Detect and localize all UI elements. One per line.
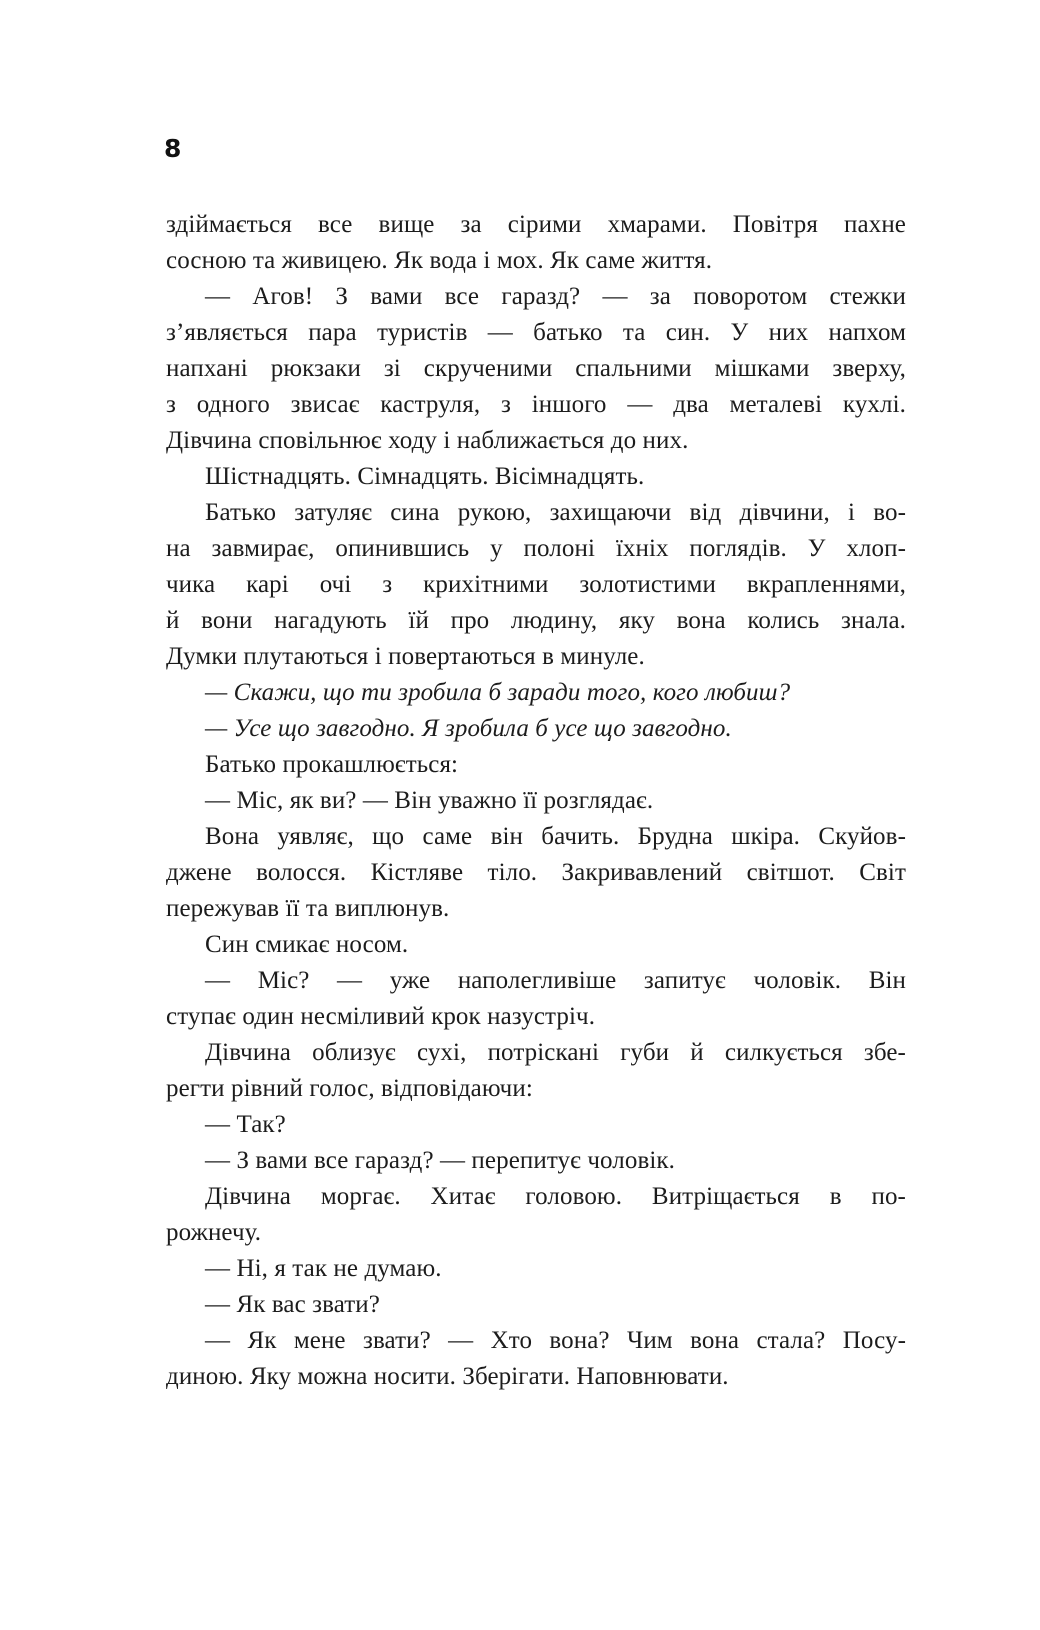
text-line: — Скажи, що ти зробила б заради того, кого любиш?: [205, 679, 791, 706]
text-line: ступає один несміливий крок назустріч.: [166, 1003, 596, 1030]
text-line: — Усе що завгодно. Я зробила б усе що завгодно.: [205, 715, 732, 742]
text-line: здіймається все вище за сірими хмарами. Повітря пахне: [166, 211, 906, 238]
text-line: — Ні, я так не думаю.: [205, 1255, 442, 1282]
paragraph: [166, 1107, 906, 1143]
text-line: Батько затуляє сина рукою, захищаючи від дівчини, і во-: [205, 499, 906, 526]
text-line: джене волосся. Кістляве тіло. Закривавлений світшот. Світ: [166, 859, 906, 886]
text-line: Дівчина моргає. Хитає головою. Витріщається в по-: [205, 1183, 906, 1210]
paragraph: [166, 459, 906, 495]
paragraph: [166, 819, 906, 927]
text-line: з одного звисає каструля, з іншого — два металеві кухлі.: [166, 391, 906, 418]
paragraph: [166, 1035, 906, 1107]
paragraph: [166, 1143, 906, 1179]
paragraph: [166, 747, 906, 783]
text-line: Дівчина облизує сухі, потріскані губи й силкується збе-: [205, 1039, 906, 1066]
paragraph: [166, 963, 906, 1035]
text-line: пережував її та виплюнув.: [166, 895, 450, 922]
text-line: диною. Яку можна носити. Зберігати. Наповнювати.: [166, 1363, 729, 1390]
paragraph: [166, 675, 906, 711]
paragraph: [166, 927, 906, 963]
text-line: Шістнадцять. Сімнадцять. Вісімнадцять.: [205, 463, 645, 490]
text-line: Дівчина сповільнює ходу і наближається до них.: [166, 427, 689, 454]
text-line: — Як вас звати?: [205, 1291, 380, 1318]
paragraph: [166, 495, 906, 675]
text-line: напхані рюкзаки зі скрученими спальними мішками зверху,: [166, 355, 906, 382]
text-line: Син смикає носом.: [205, 931, 409, 958]
text-line: — Як мене звати? — Хто вона? Чим вона стала? Посу-: [205, 1327, 906, 1354]
page-number: 8: [164, 134, 182, 163]
text-line: — Міс, як ви? — Він уважно її розглядає.: [205, 787, 654, 814]
text-line: чика карі очі з крихітними золотистими вкрапленнями,: [166, 571, 906, 598]
text-line: й вони нагадують їй про людину, яку вона колись знала.: [166, 607, 906, 634]
text-line: Думки плутаються і повертаються в минуле.: [166, 643, 645, 670]
text-line: — З вами все гаразд? — перепитує чоловік.: [205, 1147, 676, 1174]
paragraph: [166, 1179, 906, 1251]
text-line: рожнечу.: [166, 1219, 262, 1246]
text-line: — Так?: [205, 1111, 286, 1138]
text-line: — Міс? — уже наполегливіше запитує чоловік. Він: [205, 967, 906, 994]
text-line: сосною та живицею. Як вода і мох. Як саме життя.: [166, 247, 713, 274]
text-line: регти рівний голос, відповідаючи:: [166, 1075, 533, 1102]
text-line: Батько прокашлюється:: [205, 751, 459, 778]
paragraph: [166, 279, 906, 459]
paragraph: [166, 711, 906, 747]
paragraph: [166, 207, 906, 279]
text-line: Вона уявляє, що саме він бачить. Брудна шкіра. Скуйов-: [205, 823, 906, 850]
paragraph: [166, 1251, 906, 1287]
paragraph: [166, 1323, 906, 1395]
text-line: — Агов! З вами все гаразд? — за поворотом стежки: [205, 283, 906, 310]
page-text: [166, 207, 906, 1395]
paragraph: [166, 783, 906, 819]
text-line: на завмирає, опинившись у полоні їхніх поглядів. У хлоп-: [166, 535, 906, 562]
paragraph: [166, 1287, 906, 1323]
text-line: з’являється пара туристів — батько та син. У них напхом: [166, 319, 906, 346]
